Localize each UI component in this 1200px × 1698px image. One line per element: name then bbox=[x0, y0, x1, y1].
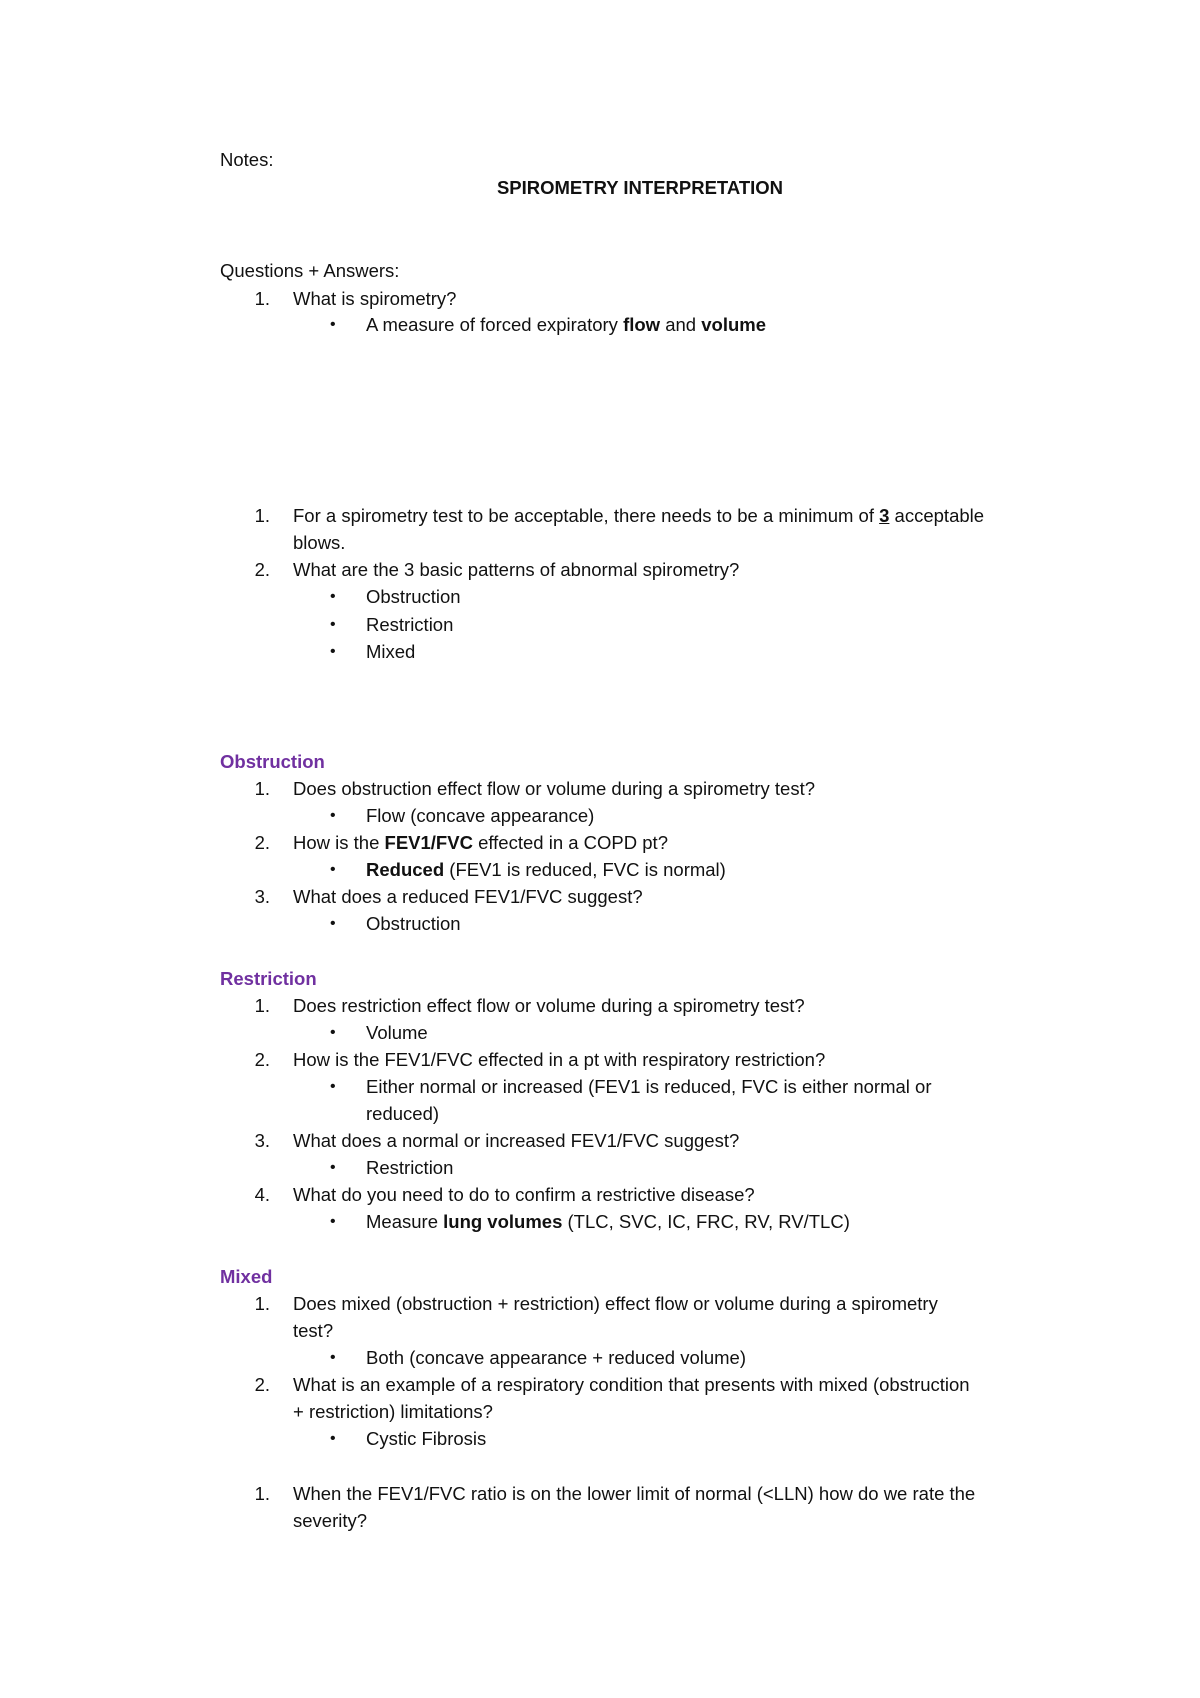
list-number: 2. bbox=[254, 832, 270, 853]
section-heading-restriction: Restriction bbox=[220, 968, 317, 989]
list-number: 2. bbox=[254, 1049, 270, 1070]
question-text: What do you need to do to confirm a restrictive disease? bbox=[293, 1184, 755, 1205]
question-text-continued: severity? bbox=[293, 1510, 368, 1531]
bullet-icon: • bbox=[330, 861, 336, 878]
bullet-icon: • bbox=[330, 1349, 336, 1366]
question-text: For a spirometry test to be acceptable, there needs to be a minimum of 3 acceptable bbox=[293, 505, 985, 526]
answer-text: Cystic Fibrosis bbox=[366, 1428, 487, 1449]
bullet-icon: • bbox=[330, 807, 336, 824]
answer-text: A measure of forced expiratory flow and volume bbox=[366, 314, 767, 335]
question-text: What are the 3 basic patterns of abnormal spirometry? bbox=[293, 559, 740, 580]
list-number: 1. bbox=[254, 1483, 270, 1504]
bullet-icon: • bbox=[330, 643, 336, 660]
bullet-icon: • bbox=[330, 1024, 336, 1041]
answer-text: Restriction bbox=[366, 1157, 454, 1178]
list-number: 1. bbox=[254, 778, 270, 799]
list-number: 1. bbox=[254, 505, 270, 526]
bullet-icon: • bbox=[330, 915, 336, 932]
bullet-icon: • bbox=[330, 316, 336, 333]
qa-label: Questions + Answers: bbox=[220, 260, 400, 281]
answer-text: Mixed bbox=[366, 641, 416, 662]
section-heading-mixed: Mixed bbox=[220, 1266, 273, 1287]
question-text-continued: test? bbox=[293, 1320, 334, 1341]
list-number: 3. bbox=[254, 1130, 270, 1151]
section-heading-obstruction: Obstruction bbox=[220, 751, 325, 772]
answer-text: Obstruction bbox=[366, 586, 461, 607]
question-text-continued: blows. bbox=[293, 532, 346, 553]
bullet-icon: • bbox=[330, 1213, 336, 1230]
question-text: What is spirometry? bbox=[293, 288, 457, 309]
question-text-continued: + restriction) limitations? bbox=[293, 1401, 493, 1422]
answer-text: Reduced (FEV1 is reduced, FVC is normal) bbox=[366, 859, 726, 880]
question-text: How is the FEV1/FVC effected in a pt with respiratory restriction? bbox=[293, 1049, 826, 1070]
answer-text: Measure lung volumes (TLC, SVC, IC, FRC, RV, RV/TLC) bbox=[366, 1211, 850, 1232]
question-text: How is the FEV1/FVC effected in a COPD pt? bbox=[293, 832, 668, 853]
list-number: 4. bbox=[254, 1184, 270, 1205]
answer-text-continued: reduced) bbox=[366, 1103, 440, 1124]
question-text: When the FEV1/FVC ratio is on the lower limit of normal (<LLN) how do we rate the bbox=[293, 1483, 976, 1504]
bullet-icon: • bbox=[330, 616, 336, 633]
list-number: 3. bbox=[254, 886, 270, 907]
answer-text: Flow (concave appearance) bbox=[366, 805, 595, 826]
list-number: 2. bbox=[254, 559, 270, 580]
bullet-icon: • bbox=[330, 1078, 336, 1095]
question-text: What is an example of a respiratory condition that presents with mixed (obstruction bbox=[293, 1374, 970, 1395]
list-number: 1. bbox=[254, 1293, 270, 1314]
answer-text: Volume bbox=[366, 1022, 428, 1043]
list-number: 2. bbox=[254, 1374, 270, 1395]
list-number: 1. bbox=[254, 288, 270, 309]
answer-text: Either normal or increased (FEV1 is reduced, FVC is either normal or bbox=[366, 1076, 932, 1097]
question-text: Does mixed (obstruction + restriction) effect flow or volume during a spirometry bbox=[293, 1293, 938, 1314]
bullet-icon: • bbox=[330, 1430, 336, 1447]
bullet-icon: • bbox=[330, 1159, 336, 1176]
bullet-icon: • bbox=[330, 588, 336, 605]
list-number: 1. bbox=[254, 995, 270, 1016]
answer-text: Obstruction bbox=[366, 913, 461, 934]
notes-label: Notes: bbox=[220, 149, 274, 170]
question-text: Does obstruction effect flow or volume during a spirometry test? bbox=[293, 778, 816, 799]
answer-text: Both (concave appearance + reduced volume) bbox=[366, 1347, 746, 1368]
answer-text: Restriction bbox=[366, 614, 454, 635]
question-text: What does a normal or increased FEV1/FVC suggest? bbox=[293, 1130, 740, 1151]
question-text: Does restriction effect flow or volume during a spirometry test? bbox=[293, 995, 805, 1016]
question-text: What does a reduced FEV1/FVC suggest? bbox=[293, 886, 643, 907]
page-title: SPIROMETRY INTERPRETATION bbox=[496, 177, 784, 198]
